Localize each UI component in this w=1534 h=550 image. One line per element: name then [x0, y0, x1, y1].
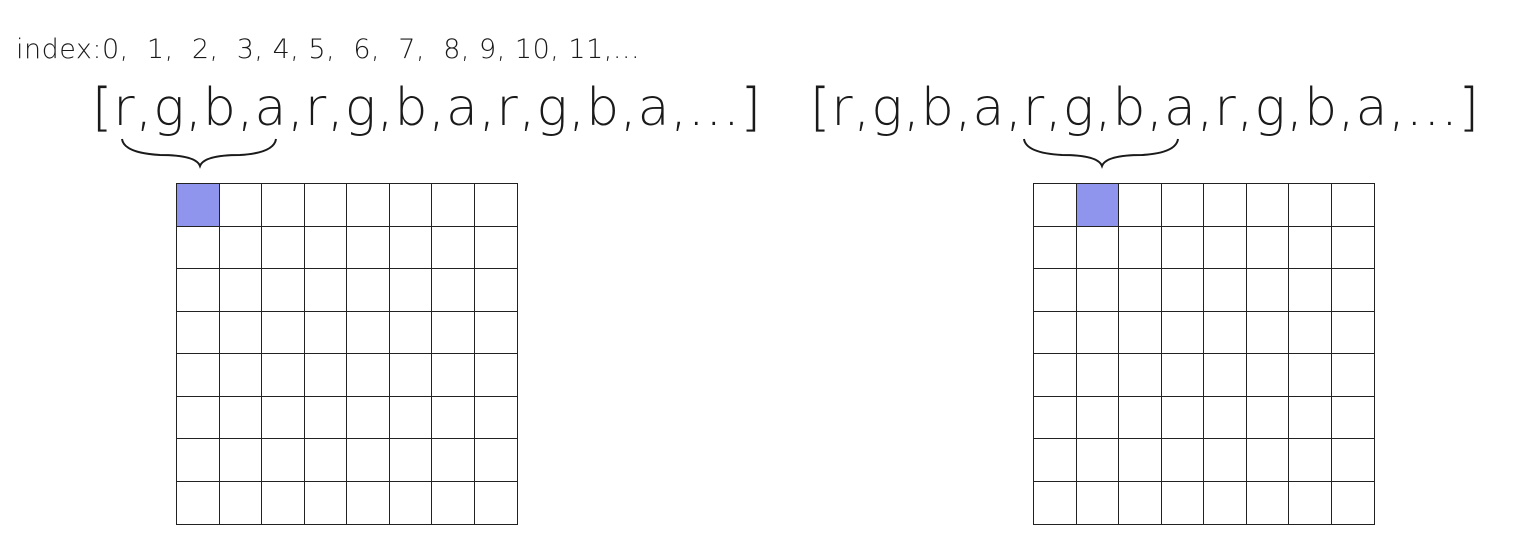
pixel-cell	[1289, 439, 1332, 482]
pixel-cell	[347, 227, 390, 270]
pixel-cell	[390, 269, 433, 312]
pixel-cell	[432, 227, 475, 270]
pixel-cell	[347, 482, 390, 525]
pixel-cell	[475, 227, 518, 270]
pixel-cell	[1204, 227, 1247, 270]
pixel-cell	[220, 184, 263, 227]
pixel-cell	[1247, 397, 1290, 440]
pixel-array-left: [r,g,b,a,r,g,b,a,r,g,b,a,...]	[92, 78, 762, 138]
pixel-cell	[475, 312, 518, 355]
pixel-cell	[390, 439, 433, 482]
pixel-cell	[305, 184, 348, 227]
pixel-cell	[177, 439, 220, 482]
pixel-cell	[347, 269, 390, 312]
pixel-cell	[1204, 397, 1247, 440]
pixel-cell	[220, 312, 263, 355]
pixel-cell	[1034, 482, 1077, 525]
pixel-cell	[1162, 312, 1205, 355]
pixel-cell	[1332, 482, 1375, 525]
pixel-cell	[1119, 184, 1162, 227]
pixel-cell	[177, 269, 220, 312]
pixel-cell	[1162, 354, 1205, 397]
pixel-cell	[1034, 354, 1077, 397]
pixel-cell	[1077, 397, 1120, 440]
pixel-cell	[1332, 269, 1375, 312]
index-label: index:0, 1, 2, 3, 4, 5, 6, 7, 8, 9, 10, 11,...	[16, 34, 641, 65]
brace-right	[1024, 139, 1178, 166]
pixel-grid-left	[176, 183, 518, 525]
pixel-cell-highlighted	[177, 184, 220, 227]
pixel-cell	[1204, 269, 1247, 312]
pixel-cell	[177, 354, 220, 397]
pixel-cell	[305, 269, 348, 312]
pixel-cell	[262, 354, 305, 397]
pixel-cell	[1332, 397, 1375, 440]
pixel-cell	[1119, 397, 1162, 440]
pixel-cell	[347, 397, 390, 440]
pixel-cell	[475, 354, 518, 397]
pixel-cell	[1162, 269, 1205, 312]
pixel-cell	[1204, 482, 1247, 525]
pixel-cell	[1289, 397, 1332, 440]
pixel-cell	[475, 397, 518, 440]
pixel-cell	[1119, 227, 1162, 270]
pixel-cell	[220, 397, 263, 440]
pixel-cell	[1162, 397, 1205, 440]
pixel-cell	[1162, 482, 1205, 525]
pixel-cell	[1247, 227, 1290, 270]
pixel-cell	[390, 482, 433, 525]
pixel-cell	[305, 397, 348, 440]
pixel-cell	[1289, 482, 1332, 525]
pixel-cell	[347, 439, 390, 482]
pixel-cell	[262, 184, 305, 227]
pixel-cell	[390, 397, 433, 440]
pixel-cell	[475, 439, 518, 482]
pixel-cell	[262, 227, 305, 270]
pixel-cell	[1034, 269, 1077, 312]
pixel-cell	[262, 397, 305, 440]
pixel-cell	[1077, 269, 1120, 312]
pixel-cell	[1162, 439, 1205, 482]
pixel-cell	[1077, 227, 1120, 270]
pixel-cell	[1247, 269, 1290, 312]
pixel-grid-right	[1033, 183, 1375, 525]
pixel-cell	[347, 312, 390, 355]
pixel-cell	[1204, 312, 1247, 355]
pixel-cell	[177, 227, 220, 270]
pixel-cell	[347, 354, 390, 397]
pixel-cell	[305, 227, 348, 270]
pixel-array-right: [r,g,b,a,r,g,b,a,r,g,b,a,...]	[810, 78, 1480, 138]
pixel-cell	[1034, 439, 1077, 482]
pixel-cell	[262, 482, 305, 525]
pixel-cell	[177, 312, 220, 355]
pixel-cell	[1162, 227, 1205, 270]
pixel-cell	[1289, 312, 1332, 355]
pixel-cell	[1247, 482, 1290, 525]
pixel-cell	[1119, 354, 1162, 397]
pixel-cell	[347, 184, 390, 227]
pixel-cell	[220, 227, 263, 270]
pixel-cell	[390, 312, 433, 355]
pixel-cell	[1119, 312, 1162, 355]
pixel-cell	[1289, 354, 1332, 397]
pixel-cell	[1204, 354, 1247, 397]
pixel-cell	[177, 482, 220, 525]
pixel-cell	[220, 439, 263, 482]
pixel-cell	[1077, 312, 1120, 355]
pixel-cell	[305, 482, 348, 525]
pixel-cell	[432, 312, 475, 355]
pixel-cell	[1332, 184, 1375, 227]
brace-left	[122, 139, 276, 166]
pixel-cell	[1289, 184, 1332, 227]
pixel-cell	[432, 397, 475, 440]
pixel-cell	[1247, 354, 1290, 397]
pixel-cell	[1204, 439, 1247, 482]
pixel-cell	[1247, 184, 1290, 227]
pixel-cell	[1119, 482, 1162, 525]
pixel-cell	[432, 269, 475, 312]
pixel-cell	[432, 354, 475, 397]
pixel-cell	[1034, 184, 1077, 227]
pixel-cell	[432, 439, 475, 482]
pixel-cell	[475, 184, 518, 227]
pixel-cell	[1077, 482, 1120, 525]
pixel-cell	[1332, 439, 1375, 482]
pixel-cell	[305, 354, 348, 397]
pixel-cell	[220, 482, 263, 525]
pixel-cell	[1289, 227, 1332, 270]
pixel-cell	[262, 439, 305, 482]
pixel-cell	[1077, 354, 1120, 397]
pixel-cell	[475, 482, 518, 525]
pixel-cell	[220, 354, 263, 397]
pixel-cell	[1034, 397, 1077, 440]
pixel-cell	[1119, 269, 1162, 312]
pixel-cell	[432, 184, 475, 227]
pixel-cell	[177, 397, 220, 440]
pixel-cell	[390, 354, 433, 397]
pixel-cell	[1034, 227, 1077, 270]
pixel-cell	[262, 312, 305, 355]
pixel-cell-highlighted	[1077, 184, 1120, 227]
pixel-cell	[262, 269, 305, 312]
pixel-cell	[1119, 439, 1162, 482]
pixel-cell	[1247, 312, 1290, 355]
pixel-cell	[1247, 439, 1290, 482]
pixel-cell	[432, 482, 475, 525]
pixel-cell	[305, 439, 348, 482]
pixel-cell	[305, 312, 348, 355]
pixel-cell	[1289, 269, 1332, 312]
pixel-cell	[390, 184, 433, 227]
pixel-cell	[220, 269, 263, 312]
pixel-cell	[1034, 312, 1077, 355]
pixel-cell	[1162, 184, 1205, 227]
pixel-cell	[1332, 312, 1375, 355]
pixel-cell	[1204, 184, 1247, 227]
pixel-cell	[390, 227, 433, 270]
pixel-cell	[1077, 439, 1120, 482]
pixel-cell	[475, 269, 518, 312]
pixel-cell	[1332, 227, 1375, 270]
pixel-cell	[1332, 354, 1375, 397]
